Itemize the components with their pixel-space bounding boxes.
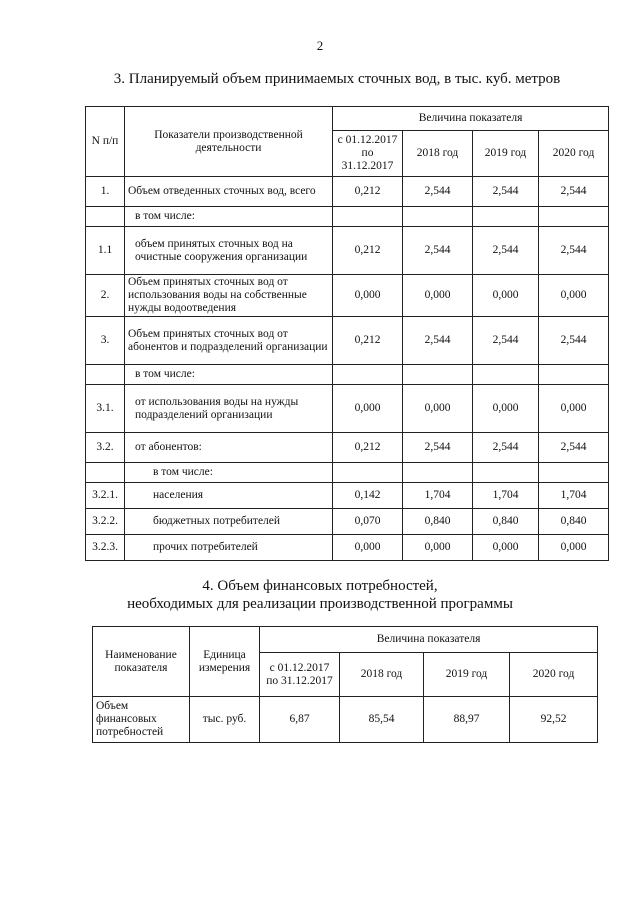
row-label: от использования воды на нужды подразделений организации bbox=[125, 385, 333, 433]
value-cell bbox=[403, 365, 473, 385]
header-value-group-2: Величина показателя bbox=[260, 627, 598, 653]
header-period: с 01.12.2017 по 31.12.2017 bbox=[260, 653, 340, 697]
row-unit: тыс. руб. bbox=[190, 697, 260, 743]
table-row bbox=[86, 463, 609, 483]
value-cell bbox=[333, 365, 403, 385]
row-number bbox=[86, 463, 125, 483]
value-cell: 2,544 bbox=[473, 177, 539, 207]
value-cell: 0,840 bbox=[539, 509, 609, 535]
value-cell bbox=[333, 207, 403, 227]
table-row bbox=[86, 535, 609, 561]
table-row bbox=[86, 207, 609, 227]
value-cell: 0,212 bbox=[333, 317, 403, 365]
value-cell: 0,000 bbox=[403, 385, 473, 433]
row-label: от абонентов: bbox=[125, 433, 333, 463]
row-name: Объем финансовых потребностей bbox=[93, 697, 190, 743]
value-cell: 0,000 bbox=[473, 535, 539, 561]
section-4-title bbox=[0, 577, 640, 613]
table-row bbox=[86, 385, 609, 433]
value-cell: 2,544 bbox=[403, 433, 473, 463]
section-3-title: 3. Планируемый объем принимаемых сточных вод, в тыс. куб. метров bbox=[113, 71, 561, 87]
header-period: 2018 год bbox=[340, 653, 424, 697]
value-cell: 1,704 bbox=[473, 483, 539, 509]
row-number: 3.2. bbox=[86, 433, 125, 463]
row-label: Объем отведенных сточных вод, всего bbox=[125, 177, 333, 207]
value-cell bbox=[539, 207, 609, 227]
value-cell bbox=[473, 365, 539, 385]
row-number: 2. bbox=[86, 275, 125, 317]
section-4-title-line2: необходимых для реализации производственной программы bbox=[127, 596, 513, 612]
header-period: 2019 год bbox=[473, 131, 539, 177]
header-name: Наименование показателя bbox=[93, 627, 190, 697]
row-label: Объем принятых сточных вод от использования воды на собственные нужды водоотведения bbox=[125, 275, 333, 317]
value-cell bbox=[539, 365, 609, 385]
table-row bbox=[86, 509, 609, 535]
value-cell: 0,000 bbox=[333, 385, 403, 433]
value-cell: 2,544 bbox=[539, 317, 609, 365]
table-row bbox=[86, 177, 609, 207]
value-cell: 0,000 bbox=[539, 385, 609, 433]
header-period: 2020 год bbox=[510, 653, 598, 697]
value-cell: 2,544 bbox=[403, 317, 473, 365]
value-cell bbox=[333, 463, 403, 483]
value-cell bbox=[539, 463, 609, 483]
value-cell bbox=[403, 463, 473, 483]
value-cell: 1,704 bbox=[539, 483, 609, 509]
header-period: 2020 год bbox=[539, 131, 609, 177]
row-number: 3. bbox=[86, 317, 125, 365]
row-number bbox=[86, 207, 125, 227]
header-num: N п/п bbox=[86, 107, 125, 177]
value-cell: 0,212 bbox=[333, 177, 403, 207]
value-cell: 0,000 bbox=[539, 535, 609, 561]
value-cell: 0,000 bbox=[403, 275, 473, 317]
header-value-group: Величина показателя bbox=[333, 107, 609, 131]
row-label: объем принятых сточных вод на очистные сооружения организации bbox=[125, 227, 333, 275]
value-cell: 0,142 bbox=[333, 483, 403, 509]
value-cell bbox=[473, 207, 539, 227]
value-cell bbox=[403, 207, 473, 227]
value-cell: 92,52 bbox=[510, 697, 598, 743]
row-number: 3.2.1. bbox=[86, 483, 125, 509]
value-cell: 2,544 bbox=[473, 317, 539, 365]
header-indicator: Показатели производственной деятельности bbox=[125, 107, 333, 177]
value-cell: 0,000 bbox=[473, 275, 539, 317]
value-cell: 2,544 bbox=[539, 433, 609, 463]
value-cell: 0,070 bbox=[333, 509, 403, 535]
value-cell: 2,544 bbox=[539, 227, 609, 275]
row-number: 3.2.3. bbox=[86, 535, 125, 561]
value-cell: 1,704 bbox=[403, 483, 473, 509]
row-label: прочих потребителей bbox=[125, 535, 333, 561]
wastewater-volume-table bbox=[85, 106, 609, 561]
row-number: 1.1 bbox=[86, 227, 125, 275]
value-cell: 2,544 bbox=[403, 177, 473, 207]
value-cell: 0,000 bbox=[473, 385, 539, 433]
value-cell: 0,212 bbox=[333, 433, 403, 463]
header-unit: Единица измерения bbox=[190, 627, 260, 697]
row-label: Объем принятых сточных вод от абонентов и подразделений организации bbox=[125, 317, 333, 365]
table-row bbox=[93, 697, 598, 743]
row-label: в том числе: bbox=[125, 207, 333, 227]
section-4-title-line1: 4. Объем финансовых потребностей, bbox=[202, 578, 438, 594]
row-label: бюджетных потребителей bbox=[125, 509, 333, 535]
table-row bbox=[86, 483, 609, 509]
row-number: 3.1. bbox=[86, 385, 125, 433]
value-cell: 0,000 bbox=[333, 535, 403, 561]
row-label: в том числе: bbox=[125, 365, 333, 385]
value-cell: 6,87 bbox=[260, 697, 340, 743]
table-row bbox=[86, 275, 609, 317]
table-row bbox=[86, 365, 609, 385]
row-number: 1. bbox=[86, 177, 125, 207]
financial-needs-table bbox=[92, 626, 598, 743]
page-number: 2 bbox=[316, 38, 324, 53]
value-cell: 88,97 bbox=[424, 697, 510, 743]
header-period: 2018 год bbox=[403, 131, 473, 177]
value-cell: 0,840 bbox=[403, 509, 473, 535]
value-cell: 85,54 bbox=[340, 697, 424, 743]
value-cell: 2,544 bbox=[539, 177, 609, 207]
value-cell: 0,000 bbox=[333, 275, 403, 317]
value-cell bbox=[473, 463, 539, 483]
row-label: в том числе: bbox=[125, 463, 333, 483]
table-row bbox=[86, 227, 609, 275]
header-period: с 01.12.2017 по 31.12.2017 bbox=[333, 131, 403, 177]
value-cell: 0,840 bbox=[473, 509, 539, 535]
value-cell: 0,000 bbox=[403, 535, 473, 561]
value-cell: 2,544 bbox=[403, 227, 473, 275]
value-cell: 0,212 bbox=[333, 227, 403, 275]
row-number bbox=[86, 365, 125, 385]
table-row bbox=[86, 317, 609, 365]
row-number: 3.2.2. bbox=[86, 509, 125, 535]
value-cell: 0,000 bbox=[539, 275, 609, 317]
table-row bbox=[86, 433, 609, 463]
value-cell: 2,544 bbox=[473, 433, 539, 463]
header-period: 2019 год bbox=[424, 653, 510, 697]
value-cell: 2,544 bbox=[473, 227, 539, 275]
row-label: населения bbox=[125, 483, 333, 509]
